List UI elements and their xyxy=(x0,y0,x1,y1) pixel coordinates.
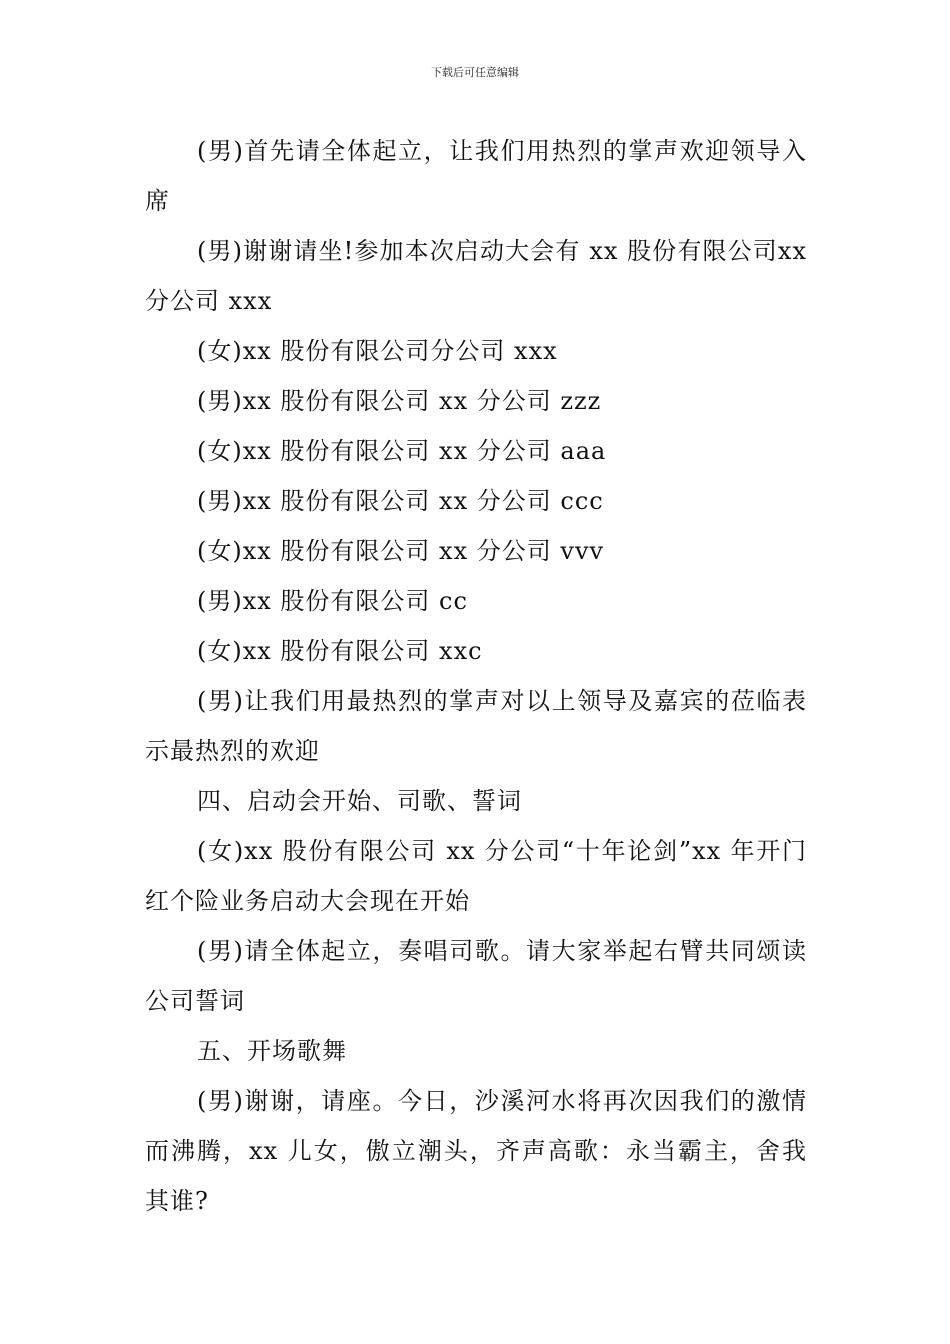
paragraph: (男)xx 股份有限公司 cc xyxy=(197,587,468,615)
paragraph: (男)让我们用最热烈的掌声对以上领导及嘉宾的莅临表示最热烈的欢迎 xyxy=(145,687,807,765)
paragraph: (女)xx 股份有限公司 xx 分公司“十年论剑”xx 年开门红个险业务启动大会现在开始 xyxy=(145,837,807,915)
paragraph: (男)xx 股份有限公司 xx 分公司 zzz xyxy=(197,387,602,415)
paragraph: (女)xx 股份有限公司分公司 xxx xyxy=(197,337,558,365)
paragraph: (男)首先请全体起立，让我们用热烈的掌声欢迎领导入席 xyxy=(145,137,807,215)
paragraph: (男)谢谢请坐!参加本次启动大会有 xx 股份有限公司xx 分公司 xxx xyxy=(145,237,807,315)
paragraph: (女)xx 股份有限公司 xxc xyxy=(197,637,483,665)
paragraph: (女)xx 股份有限公司 xx 分公司 vvv xyxy=(197,537,605,565)
paragraph: (男)请全体起立，奏唱司歌。请大家举起右臂共同颂读公司誓词 xyxy=(145,937,807,1015)
header-note: 下载后可任意编辑 xyxy=(431,66,519,79)
paragraph: (男)谢谢，请座。今日，沙溪河水将再次因我们的激情而沸腾，xx 儿女，傲立潮头，齐声高歌：永当霸主，舍我其谁? xyxy=(145,1087,807,1215)
paragraph: (男)xx 股份有限公司 xx 分公司 ccc xyxy=(197,487,604,515)
paragraph: (女)xx 股份有限公司 xx 分公司 aaa xyxy=(197,437,607,465)
document-body xyxy=(145,126,807,1226)
section-heading: 五、开场歌舞 xyxy=(197,1037,347,1065)
section-heading: 四、启动会开始、司歌、誓词 xyxy=(197,787,522,815)
